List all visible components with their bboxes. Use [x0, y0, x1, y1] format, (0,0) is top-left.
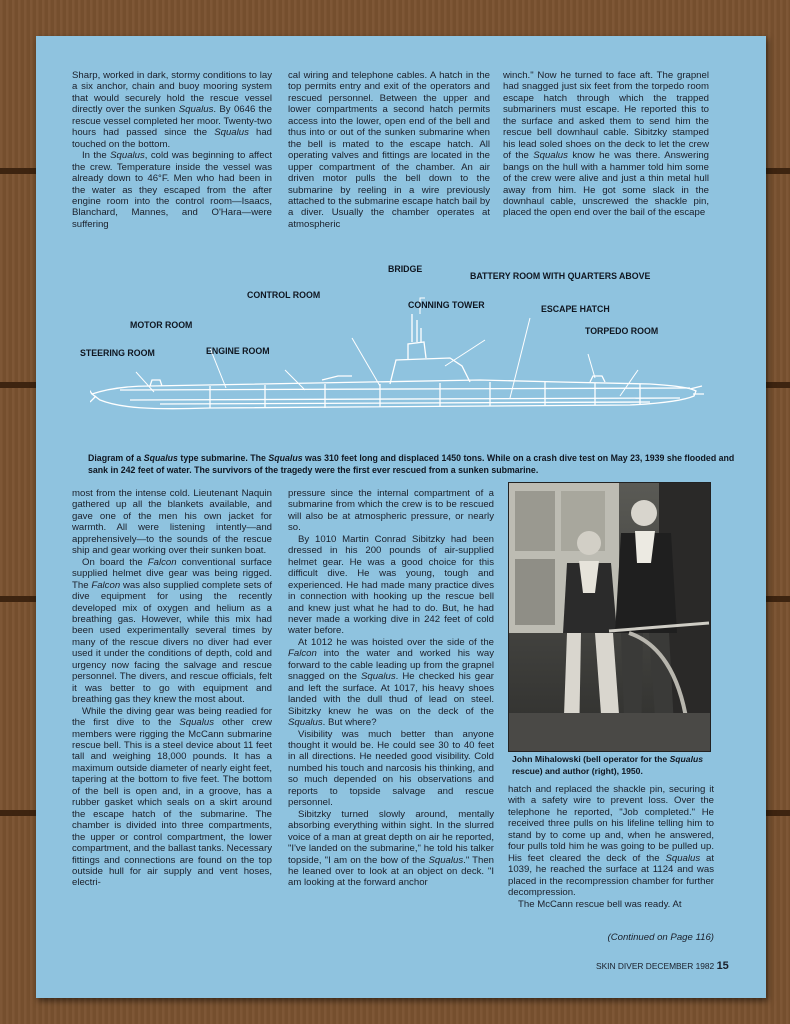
magazine-issue: SKIN DIVER DECEMBER 1982 [596, 961, 715, 971]
paragraph: On board the Falcon conventional surface supplied helmet dive gear was being rigged. The Falcon was also supplied complete sets of dive equipment for using the recently developed mix of oxygen and helium as a breathing gas. However, while this mix had been used experimentally several times by many of the rescue divers no diver had ever used it under the conditions of depth, cold and urgency now facing the salvage and rescue personnel. The divers, and rescue officials, felt it was better to go with equipment and breathing gas they knew the most about. [72, 556, 273, 706]
label-conning-tower: CONNING TOWER [408, 300, 485, 310]
bottom-column-2 [288, 488, 494, 889]
paragraph: cal wiring and telephone cables. A hatch in the top permits entry and exit of the operators and rescued personnel. Between the upper and lower compartments a second hatch permits access into the lower, open end of the bell and thus into or out of the sunken submarine when the bell is mated to the escape hatch. All operating valves and fittings are located in the upper compartment of the chamber. An air driven motor pulls the bell down to the submarine by reeling in a wire previously attached to the submarine escape hatch bail by a diver. Usually the chamber operates at atmospheric [288, 70, 490, 230]
page-footer [596, 960, 729, 972]
paragraph: pressure since the internal compartment of a submarine from which the crew is to be rescued will also be at atmospheric pressure, or nearly so. [288, 488, 494, 534]
paragraph: Visibility was much better than anyone thought it would be. He could see 30 to 40 feet in all directions. He needed good visibility. Cold numbed his touch and narcosis his thinking, and so much depended on his observations and reports to topside salvage and rescue personnel. [288, 728, 494, 809]
paragraph: While the diving gear was being readied for the first dive to the Squalus other crew members were rigging the McCann submarine rescue bell. This is a steel device about 11 feet tall and weighing 18,000 pounds. It has a maximum outside diameter of nearly eight feet, tapering at the bottom to five feet. The bottom of the bell is open and, in a groove, has a rubber gasket which seals on a skirt around the escape hatch of the submarine. The chamber is divided into three compartments, the upper or control compartment, the lower compartment, and the ballast tanks. Necessary fittings and connections are found on the top outside hull for air supply and vent hoses, electri- [72, 705, 272, 889]
historical-photo [508, 482, 711, 752]
top-column-2 [288, 70, 490, 230]
paragraph: By 1010 Martin Conrad Sibitzky had been dressed in his 200 pounds of air-supplied helmet gear. He was a good choice for this difficult dive. He was young, tough and experienced. He had made many practice dives in connection with hooking up the rescue bell and knew just what he had to do. But, he had never made a working dive in 242 feet of cold water before. [288, 533, 494, 637]
label-steering-room: STEERING ROOM [80, 348, 155, 358]
continued-note [508, 932, 714, 943]
photo-caption: John Mihalowski (bell operator for the Squalus rescue) and author (right), 1950. [512, 754, 704, 776]
submarine-diagram [80, 258, 730, 433]
continued-link[interactable]: (Continued on Page 116) [607, 932, 714, 943]
paragraph: winch." Now he turned to face aft. The grapnel had snagged just six feet from the torpedo room escape hatch through which the trapped submariners must escape. He reported this to the surface and asked them to send him the rescue bell downhaul cable. Sibitzky stamped his lead soled shoes on the deck to let the crew of the Squalus know he was there. Answering bangs on the hull with a hammer told him some of the crew were alive and just a thin metal hull away from him. He got some slack in the downhaul cable, unscrewed the shackle pin, placed the open end over the bail of the escape [503, 70, 709, 219]
paragraph: At 1012 he was hoisted over the side of the Falcon into the water and worked his way forward to the cable leading up from the grapnel snagged on the Squalus. He checked his gear and left the surface. At 1017, his heavy shoes landed with the dull thud of lead on steel. Sibitzky knew he was on the deck of the Squalus. But where? [288, 636, 494, 729]
top-column-3 [503, 70, 709, 219]
paragraph: Sharp, worked in dark, stormy conditions to lay a six anchor, chain and buoy mooring system that would securely hold the rescue vessel directly over the sunken Squalus. By 0646 the rescue vessel completed her moor. Twenty-two hours had passed since the Squalus had touched on the bottom. [72, 70, 272, 150]
label-torpedo-room: TORPEDO ROOM [585, 326, 659, 336]
submarine-drawing [90, 258, 730, 433]
paragraph: In the Squalus, cold was beginning to affect the crew. Temperature inside the vessel was already down to 46°F. Men who had been in the water as they escaped from the after engine room into the control room—Isaacs, Blanchard, Mannes, and O'Hara—were suffering [72, 150, 272, 230]
paragraph: hatch and replaced the shackle pin, securing it with a safety wire to prevent loss. Over the telephone he reported, "Job completed." He received three pulls on his lifeline telling him to stand by to come up and, when he answered, four pulls told him he was going to be pulled up. His feet cleared the deck of the Squalus at 1039, he reached the surface at 1124 and was placed in the recompression chamber for further decompression. [508, 784, 715, 899]
label-engine-room: ENGINE ROOM [206, 346, 270, 356]
top-column-1 [72, 70, 272, 230]
bottom-column-3 [508, 784, 714, 910]
page-number: 15 [716, 960, 729, 972]
label-control-room: CONTROL ROOM [247, 290, 321, 300]
label-bridge: BRIDGE [388, 264, 423, 274]
magazine-page [36, 36, 766, 998]
label-motor-room: MOTOR ROOM [130, 320, 193, 330]
diagram-caption: Diagram of a Squalus type submarine. The Squalus was 310 feet long and displaced 1450 tons. While on a crash dive test on May 23, 1939 she flooded and sank in 242 feet of water. The survivors of the tragedy were the first ever rescued from a sunken submarine. [88, 453, 735, 475]
label-battery-room: BATTERY ROOM WITH QUARTERS ABOVE [470, 271, 651, 281]
label-escape-hatch: ESCAPE HATCH [541, 304, 610, 314]
paragraph: The McCann rescue bell was ready. At [518, 898, 682, 910]
paragraph: most from the intense cold. Lieutenant Naquin gathered up all the blankets available, and gave one of the men his own jacket for warmth. All were listening intently—and apprehensively—to the sounds of the rescue ship and gear working over their sunken boat. [72, 488, 272, 557]
bottom-column-1 [72, 488, 272, 889]
photo-image [509, 483, 711, 752]
paragraph: Sibitzky turned slowly around, mentally absorbing everything within sight. In the slurred voice of a man at great depth on air he reported, "I've landed on the submarine," he told his talker topside, "I am on the bow of the Squalus." Then he leaned over to look at an object on deck. "I am looking at the forward anchor [288, 808, 494, 889]
